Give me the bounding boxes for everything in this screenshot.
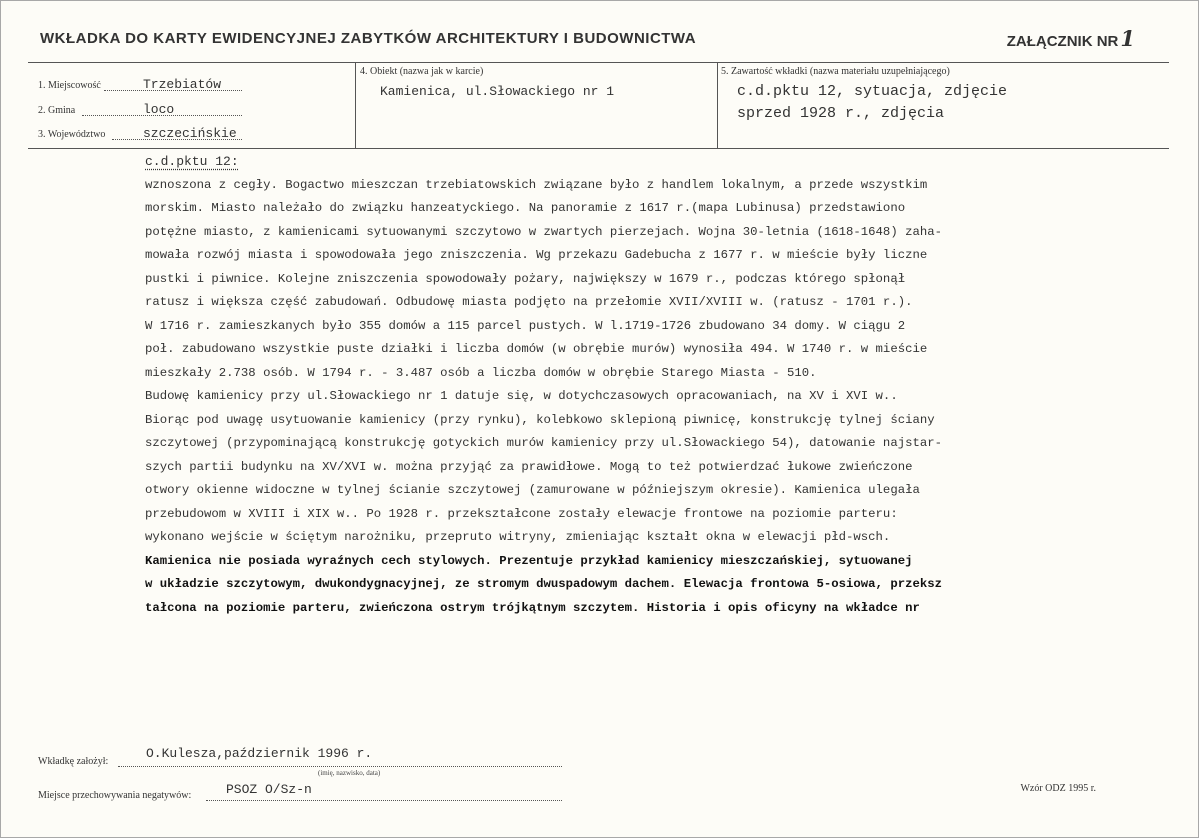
body-line: morskim. Miasto należało do związku hanzeatyckiego. Na panoramie z 1617 r.(mapa Lubinusa) przedstawiono — [145, 201, 906, 215]
header-bottom-rule — [28, 148, 1169, 149]
attachment-number — [1007, 26, 1135, 51]
storage-dots — [206, 800, 562, 801]
voivodeship-value: szczecińskie — [143, 126, 237, 141]
body-line: Budowę kamienicy przy ul.Słowackiego nr 1 datuje się, w dotychczasowych opracowaniach, na XV i XVI w.. — [145, 389, 898, 403]
founded-value: O.Kulesza,październik 1996 r. — [146, 746, 373, 761]
body-line: Biorąc pod uwagę usytuowanie kamienicy (przy rynku), kolebkowo sklepioną piwnicę, konstrukcję tylnej ściany — [145, 412, 935, 427]
body-line: szych partii budynku na XV/XVI w. można przyjąć za prawidłowe. Mogą to też potwierdzać łukowe zwieńczone — [145, 459, 913, 474]
body-line: szczytowej (przypominającą konstrukcję gotyckich murów kamienicy przy ul.Słowackiego 54), datowanie najstar- — [145, 436, 942, 450]
attachment-number-value: 1 — [1120, 26, 1135, 51]
commune-label: 2. Gmina — [38, 105, 76, 116]
body-line: ratusz i większa część zabudowań. Odbudowę miasta podjęto na przełomie XVII/XVIII w. (ratusz - 1701 r.). — [145, 295, 913, 309]
storage-label: Miejsce przechowywania negatywów: — [38, 790, 192, 801]
body-line: wznoszona z cegły. Bogactwo mieszczan trzebiatowskich związane było z handlem lokalnym, a przede wszystkim — [145, 177, 928, 192]
form-reference: Wzór ODZ 1995 r. — [1020, 783, 1096, 794]
founded-hint: (imię, nazwisko, data) — [318, 769, 381, 777]
body-line: mowała rozwój miasta i spowodowała jego zniszczenia. Wg przekazu Gadebucha z 1677 r. w mieście były liczne — [145, 248, 928, 262]
body-bold-line: Kamienica nie posiada wyraźnych cech stylowych. Prezentuje przykład kamienicy mieszczańskiej, sytuowanej — [145, 553, 913, 568]
locality-label: 1. Miejscowość — [38, 80, 101, 91]
body-heading: c.d.pktu 12: — [145, 154, 239, 169]
body-text — [145, 150, 1175, 620]
contents-line-1: c.d.pktu 12, sytuacja, zdjęcie — [737, 83, 1008, 100]
voivodeship-label: 3. Województwo — [38, 129, 106, 140]
founded-dots — [118, 766, 562, 767]
column-divider-1 — [355, 62, 356, 148]
attachment-label: ZAŁĄCZNIK NR — [1006, 33, 1119, 50]
body-line: mieszkały 2.738 osób. W 1794 r. - 3.487 osób a liczba domów w obrębie Starego Miasta - 510. — [145, 365, 817, 380]
body-line: wykonano wejście w ściętym narożniku, przepruto witryny, zmieniając kształt okna w elewacji płd-wsch. — [145, 530, 891, 544]
founded-label: Wkładkę założył: — [38, 756, 109, 767]
contents-line-2: sprzed 1928 r., zdjęcia — [737, 105, 945, 122]
contents-label: 5. Zawartość wkładki (nazwa materiału uzupełniającego) — [721, 66, 950, 77]
body-line: poł. zabudowano wszystkie puste działki i liczba domów (w obrębie murów) wynosiła 494. W 1740 r. w mieście — [145, 342, 928, 356]
body-bold-line: w układzie szczytowym, dwukondygnacyjnej, ze stromym dwuspadowym dachem. Elewacja frontowa 5-osiowa, przeksz — [145, 577, 942, 591]
body-bold-line: tałcona na poziomie parteru, zwieńczona ostrym trójkątnym szczytem. Historia i opis oficyny na wkładce nr — [145, 600, 920, 615]
column-divider-2 — [717, 62, 718, 148]
body-line: otwory okienne widoczne w tylnej ścianie szczytowej (zamurowane w późniejszym okresie). Kamienica ulegała — [145, 483, 920, 497]
header-top-rule — [28, 62, 1169, 63]
object-label: 4. Obiekt (nazwa jak w karcie) — [360, 66, 484, 77]
body-line: potężne miasto, z kamienicami sytuowanymi szczytowo w zwartych pierzejach. Wojna 30-letnia (1618-1648) zaha- — [145, 224, 942, 239]
body-line: pustki i piwnice. Kolejne zniszczenia spowodowały pożary, największy w 1679 r., podczas którego spłonął — [145, 271, 906, 286]
locality-value: Trzebiatów — [143, 77, 222, 92]
body-line: przebudowom w XVIII i XIX w.. Po 1928 r. przekształcone zostały elewacje frontowe na poziomie parteru: — [145, 506, 898, 521]
object-value: Kamienica, ul.Słowackiego nr 1 — [380, 84, 615, 99]
storage-value: PSOZ O/Sz-n — [226, 782, 312, 797]
document-title: WKŁADKA DO KARTY EWIDENCYJNEJ ZABYTKÓW ARCHITEKTURY I BUDOWNICTWA — [40, 30, 697, 47]
body-line: W 1716 r. zamieszkanych było 355 domów a 115 parcel pustych. W l.1719-1726 zbudowano 34 domy. W ciągu 2 — [145, 318, 906, 333]
commune-value: loco — [143, 102, 175, 117]
